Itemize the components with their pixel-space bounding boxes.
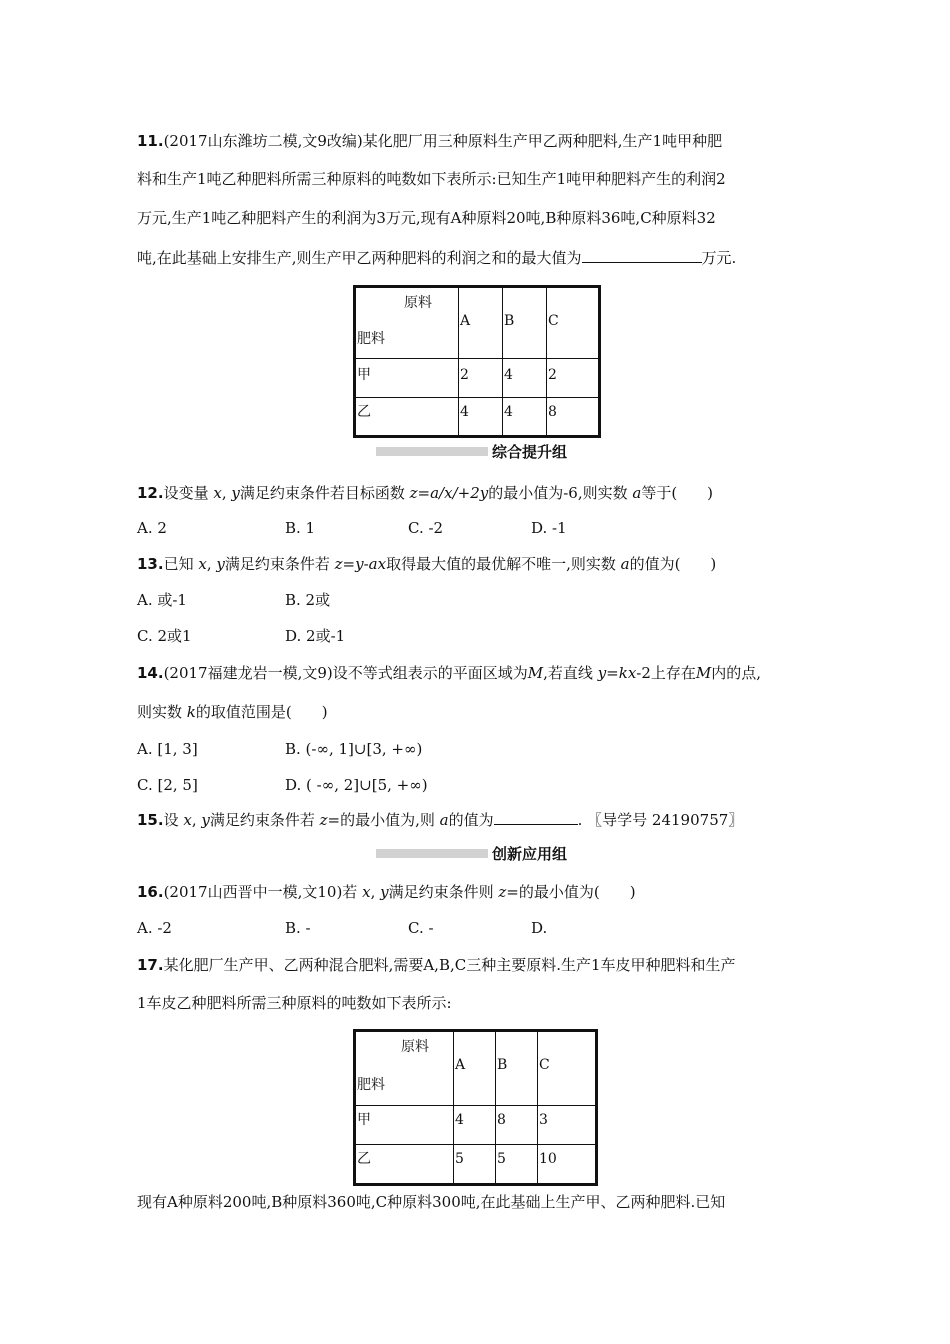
table-corner-cell bbox=[355, 1031, 454, 1106]
table-cell: 2 bbox=[547, 359, 600, 398]
table-header-cell: B bbox=[503, 287, 547, 359]
table-cell: 2 bbox=[459, 359, 503, 398]
table-cell: 4 bbox=[503, 398, 547, 437]
q14-stem-2: 则实数 k的取值范围是( ) bbox=[137, 703, 328, 721]
question-number: 13. bbox=[137, 555, 164, 573]
table-row-label: 甲 bbox=[355, 1106, 454, 1145]
table-header-row bbox=[355, 287, 600, 359]
table-cell: 4 bbox=[459, 398, 503, 437]
q13-stem: 13.已知 x, y满足约束条件若 z=y-ax取得最大值的最优解不唯一,则实数 a的值为( ) bbox=[137, 555, 717, 573]
q16-option-a: A. -2 bbox=[137, 919, 172, 937]
q14-option-a: A. [1, 3] bbox=[137, 740, 198, 758]
q11-line-1 bbox=[137, 131, 722, 151]
q12-option-b: B. 1 bbox=[285, 519, 316, 537]
table-cell: 4 bbox=[503, 359, 547, 398]
q12-option-c: C. -2 bbox=[408, 519, 444, 537]
question-number: 16. bbox=[137, 883, 164, 901]
table-row-label: 乙 bbox=[355, 1145, 454, 1185]
table-row bbox=[355, 1106, 597, 1145]
table-header-cell: C bbox=[547, 287, 600, 359]
q17-table bbox=[353, 1029, 598, 1186]
q13-option-c: C. 2或1 bbox=[137, 627, 192, 645]
question-number: 14. bbox=[137, 664, 164, 682]
section-header-innovation bbox=[376, 845, 636, 865]
table-header-cell: B bbox=[496, 1031, 538, 1106]
table-row bbox=[355, 398, 600, 437]
q12-option-d: D. -1 bbox=[531, 519, 567, 537]
corner-bottom-label: 肥料 bbox=[357, 1077, 385, 1093]
q17-line-2: 1车皮乙种肥料所需三种原料的吨数如下表所示: bbox=[137, 994, 452, 1012]
q11-line-3: 万元,生产1吨乙种肥料产生的利润为3万元,现有A种原料20吨,B种原料36吨,C种原料32 bbox=[137, 209, 716, 227]
answer-blank bbox=[494, 810, 578, 825]
table-header-row bbox=[355, 1031, 597, 1106]
q11-text-1: (2017山东潍坊二模,文9改编)某化肥厂用三种原料生产甲乙两种肥料,生产1吨甲种肥 bbox=[163, 132, 723, 150]
q11-text-4: 吨,在此基础上安排生产,则生产甲乙两种肥料的利润之和的最大值为 bbox=[137, 249, 582, 267]
section-bar bbox=[376, 849, 488, 858]
table-row-label: 乙 bbox=[355, 398, 459, 437]
table-cell: 3 bbox=[538, 1106, 597, 1145]
q14-option-b: B. (-∞, 1]∪[3, +∞) bbox=[285, 740, 423, 758]
table-cell: 8 bbox=[496, 1106, 538, 1145]
corner-top-label: 原料 bbox=[401, 1039, 429, 1055]
table-header-cell: A bbox=[454, 1031, 496, 1106]
q11-line-2: 料和生产1吨乙种肥料所需三种原料的吨数如下表所示:已知生产1吨甲种肥料产生的利润2 bbox=[137, 170, 726, 188]
q11-table bbox=[353, 285, 601, 438]
corner-top-label: 原料 bbox=[404, 295, 432, 311]
corner-bottom-label: 肥料 bbox=[357, 331, 385, 347]
q17-line-1: 17.某化肥厂生产甲、乙两种混合肥料,需要A,B,C三种主要原料.生产1车皮甲种肥料和生产 bbox=[137, 956, 736, 974]
table-header-cell: C bbox=[538, 1031, 597, 1106]
question-number: 12. bbox=[137, 484, 164, 502]
section-header-comprehensive bbox=[376, 443, 636, 463]
section-title: 综合提升组 bbox=[492, 443, 568, 461]
q17-line-3: 现有A种原料200吨,B种原料360吨,C种原料300吨,在此基础上生产甲、乙两种肥料.已知 bbox=[137, 1193, 726, 1211]
table-cell: 8 bbox=[547, 398, 600, 437]
q16-stem: 16.(2017山西晋中一模,文10)若 x, y满足约束条件则 z=的最小值为( ) bbox=[137, 883, 636, 901]
section-bar bbox=[376, 447, 488, 456]
q12-option-a: A. 2 bbox=[137, 519, 167, 537]
table-row bbox=[355, 1145, 597, 1185]
table-row bbox=[355, 359, 600, 398]
q14-option-c: C. [2, 5] bbox=[137, 776, 198, 794]
table-cell: 4 bbox=[454, 1106, 496, 1145]
question-number: 15. bbox=[137, 811, 164, 829]
q11-unit: 万元. bbox=[701, 249, 737, 267]
table-cell: 5 bbox=[454, 1145, 496, 1185]
q16-option-c: C. - bbox=[408, 919, 434, 937]
q13-option-d: D. 2或-1 bbox=[285, 627, 346, 645]
question-number: 11. bbox=[137, 132, 164, 150]
table-corner-cell bbox=[355, 287, 459, 359]
q11-line-4 bbox=[137, 248, 736, 268]
q14-stem-1: 14.(2017福建龙岩一模,文9)设不等式组表示的平面区域为M,若直线 y=kx-2上存在M内的点, bbox=[137, 664, 762, 682]
table-cell: 10 bbox=[538, 1145, 597, 1185]
q12-stem: 12.设变量 x, y满足约束条件若目标函数 z=a/x/+2y的最小值为-6,则实数 a等于( ) bbox=[137, 484, 714, 502]
q13-option-a: A. 或-1 bbox=[137, 591, 187, 609]
q13-option-b: B. 2或 bbox=[285, 591, 331, 609]
q16-option-b: B. - bbox=[285, 919, 311, 937]
question-number: 17. bbox=[137, 956, 164, 974]
q14-option-d: D. ( -∞, 2]∪[5, +∞) bbox=[285, 776, 428, 794]
table-cell: 5 bbox=[496, 1145, 538, 1185]
section-title: 创新应用组 bbox=[492, 845, 568, 863]
q15-stem: 15.设 x, y满足约束条件若 z=的最小值为,则 a的值为 . 〖导学号 24190757〗 bbox=[137, 811, 744, 829]
table-row-label: 甲 bbox=[355, 359, 459, 398]
answer-blank bbox=[582, 248, 702, 263]
table-header-cell: A bbox=[459, 287, 503, 359]
q16-option-d: D. bbox=[531, 919, 548, 937]
